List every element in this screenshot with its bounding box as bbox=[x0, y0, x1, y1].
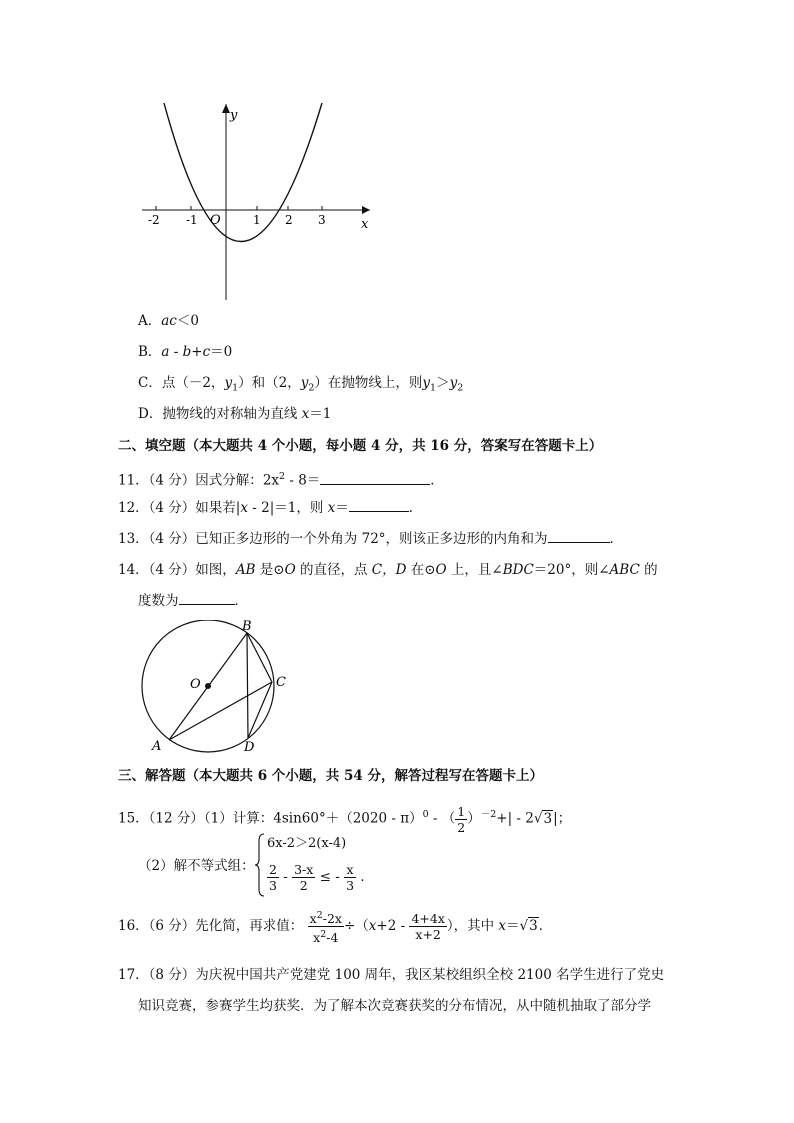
question-16: 16．（6 分）先化简，再求值： $\frac{x^2-2x}{x^2-4}$ ÷（x+2 - $\frac{4+4x}{x+2}$ ），其中 x＝√3． bbox=[118, 909, 553, 946]
question-15-part-2-label: （2）解不等式组： bbox=[138, 858, 255, 874]
y-axis-label: y bbox=[230, 108, 238, 123]
label-a: A bbox=[152, 739, 162, 754]
option-a: A．ac＜0 bbox=[138, 313, 199, 329]
inequality-1: 6x-2＞2(x-4) bbox=[267, 836, 347, 851]
option-c: C．点（－2，$y_1$）和（2，$y_2$）在抛物线上，则$y_1>y_2$ bbox=[138, 375, 464, 394]
center-point bbox=[205, 683, 211, 689]
answer-blank[interactable] bbox=[179, 592, 235, 605]
tick-label: -1 bbox=[186, 213, 198, 227]
brace-icon bbox=[255, 833, 265, 897]
question-14-line-2: 度数为 ． bbox=[138, 593, 248, 609]
inequality-2: $\frac{2}{3}$ - $\frac{3-x}{2}$ ≤ - $\frac{x}{3}$ ． bbox=[269, 862, 374, 893]
tick-label: 3 bbox=[318, 213, 326, 227]
label-o: O bbox=[190, 677, 201, 692]
answer-blank[interactable] bbox=[320, 472, 430, 485]
tick-label: -2 bbox=[148, 213, 160, 227]
option-d: D．抛物线的对称轴为直线 x＝1 bbox=[138, 406, 332, 422]
label-b: B bbox=[242, 620, 252, 634]
circle-figure bbox=[140, 620, 300, 755]
section-3-title: 三、解答题（本大题共 6 个小题，共 54 分，解答过程写在答题卡上） bbox=[118, 768, 543, 784]
tick-label: 1 bbox=[253, 213, 261, 227]
question-17-line-1: 17．（8 分）为庆祝中国共产党建党 100 周年，我区某校组织全校 2100 名学生进行了党史 bbox=[118, 967, 665, 983]
x-axis-label: x bbox=[361, 217, 369, 232]
label-d: D bbox=[244, 740, 255, 755]
question-17-line-2: 知识竞赛，参赛学生均获奖．为了解本次竞赛获奖的分布情况，从中随机抽取了部分学 bbox=[138, 998, 651, 1014]
label-c: C bbox=[276, 675, 286, 690]
tick-label: 2 bbox=[285, 213, 293, 227]
question-15-part-1: 15．（12 分）（1）计算：4sin60°＋（2020 - π）$^0$ - （ $\frac{1}{2}$ ）$^{-2}$+| - 2√3|； bbox=[118, 803, 572, 835]
origin-label: O bbox=[210, 213, 221, 228]
option-b: B．a - b+c＝0 bbox=[138, 344, 233, 360]
x-axis-arrow-icon bbox=[362, 206, 370, 214]
question-13: 13．（4 分）已知正多边形的一个外角为 72°，则该正多边形的内角和为 ． bbox=[118, 531, 624, 547]
section-2-title: 二、填空题（本大题共 4 个小题，每小题 4 分，共 16 分，答案写在答题卡上） bbox=[118, 438, 603, 454]
question-11: 11．（4 分）因式分解：$2x^2 - 8=$ ． bbox=[118, 471, 444, 489]
answer-blank[interactable] bbox=[548, 530, 610, 543]
inequality-system bbox=[255, 833, 425, 897]
question-12: 12．（4 分）如果若|x - 2|＝1，则 x＝ ． bbox=[118, 500, 423, 516]
parabola-figure bbox=[130, 100, 380, 305]
question-14-line-1: 14．（4 分）如图，AB 是⊙O 的直径，点 C，D 在⊙O 上，且∠BDC＝20°，则∠ABC 的 bbox=[118, 562, 658, 578]
answer-blank[interactable] bbox=[349, 499, 409, 512]
y-axis-arrow-icon bbox=[222, 104, 230, 113]
